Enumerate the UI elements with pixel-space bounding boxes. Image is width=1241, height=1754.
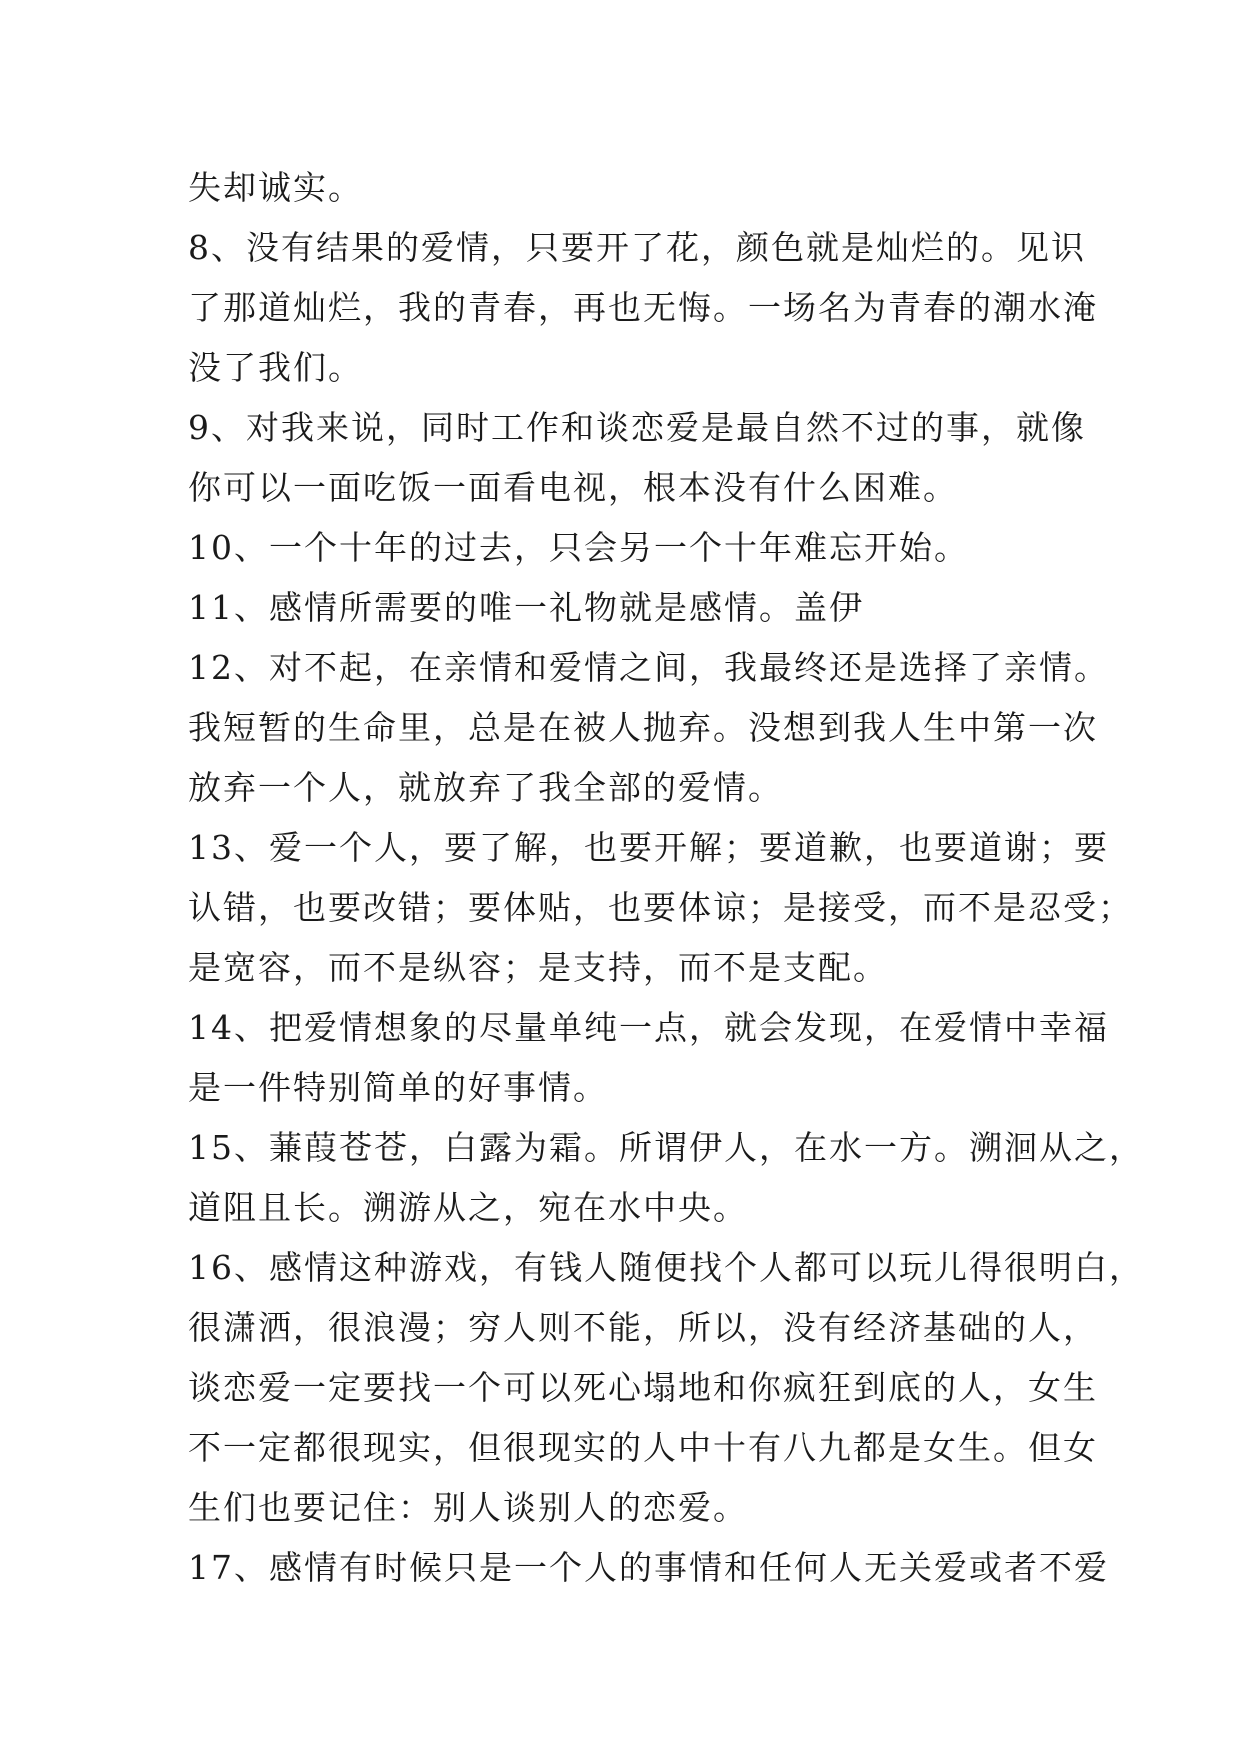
text-line: 没了我们。 [188, 348, 363, 387]
text-line: 谈恋爱一定要找一个可以死心塌地和你疯狂到底的人，女生 [188, 1368, 1098, 1407]
text-line: 13、爱一个人，要了解，也要开解；要道歉，也要道谢；要 [188, 828, 1109, 867]
text-line: 生们也要记住：别人谈别人的恋爱。 [188, 1488, 748, 1527]
body-text [188, 158, 1144, 1598]
text-line: 是宽容，而不是纵容；是支持，而不是支配。 [188, 948, 888, 987]
text-line: 我短暂的生命里，总是在被人抛弃。没想到我人生中第一次 [188, 708, 1098, 747]
text-line: 10、一个十年的过去，只会另一个十年难忘开始。 [188, 528, 969, 567]
text-line: 14、把爱情想象的尽量单纯一点，就会发现，在爱情中幸福 [188, 1008, 1109, 1047]
text-line: 9、对我来说，同时工作和谈恋爱是最自然不过的事，就像 [188, 408, 1086, 447]
text-line: 是一件特别简单的好事情。 [188, 1068, 608, 1107]
text-line: 17、感情有时候只是一个人的事情和任何人无关爱或者不爱 [188, 1548, 1109, 1587]
text-line: 放弃一个人，就放弃了我全部的爱情。 [188, 768, 783, 807]
text-line: 16、感情这种游戏，有钱人随便找个人都可以玩儿得很明白， [188, 1248, 1144, 1287]
text-line: 12、对不起，在亲情和爱情之间，我最终还是选择了亲情。 [188, 648, 1109, 687]
text-line: 失却诚实。 [188, 168, 363, 207]
text-line: 了那道灿烂，我的青春，再也无悔。一场名为青春的潮水淹 [188, 288, 1098, 327]
text-line: 认错，也要改错；要体贴，也要体谅；是接受，而不是忍受； [188, 888, 1133, 927]
text-line: 8、没有结果的爱情，只要开了花，颜色就是灿烂的。见识 [188, 228, 1086, 267]
text-line: 15、蒹葭苍苍，白露为霜。所谓伊人，在水一方。溯洄从之， [188, 1128, 1144, 1167]
text-line: 道阻且长。溯游从之，宛在水中央。 [188, 1188, 748, 1227]
text-line: 11、感情所需要的唯一礼物就是感情。盖伊 [188, 588, 864, 627]
text-line: 你可以一面吃饭一面看电视，根本没有什么困难。 [188, 468, 958, 507]
text-line: 不一定都很现实，但很现实的人中十有八九都是女生。但女 [188, 1428, 1098, 1467]
text-line: 很潇洒，很浪漫；穷人则不能，所以，没有经济基础的人， [188, 1308, 1098, 1347]
